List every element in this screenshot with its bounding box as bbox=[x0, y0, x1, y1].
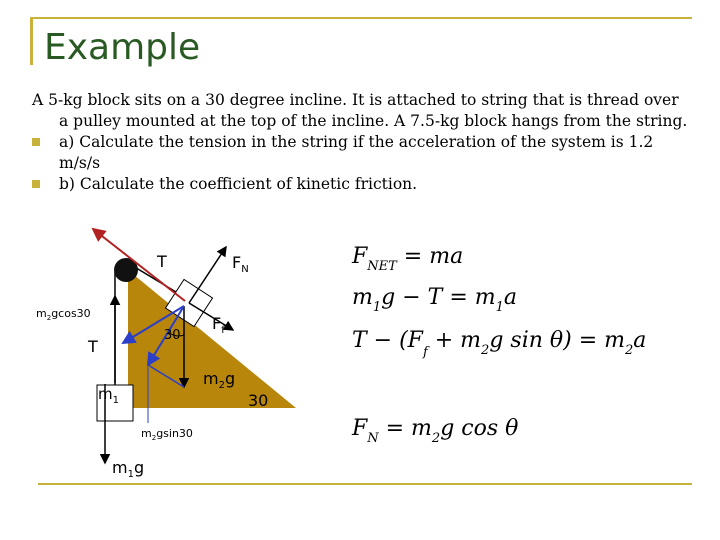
tension-label-top: T bbox=[157, 252, 167, 271]
tension-label-left: T bbox=[88, 337, 98, 356]
incline-angle-label: 30 bbox=[248, 391, 269, 410]
weight-m1-label: $m_1g$ bbox=[112, 458, 145, 480]
equation-hanging-block: $m_1g - T = m_1a$ bbox=[352, 285, 518, 315]
angle-label-upper: 30 bbox=[164, 328, 181, 343]
m2gsin-label: $m_2gsin30$ bbox=[141, 427, 193, 442]
slide-title: Example bbox=[44, 27, 201, 68]
block-m1-label: $m_1$ bbox=[98, 385, 119, 406]
question-a-text: a) Calculate the tension in the string if the acceleration of the system is 1.2 m/s/s bbox=[59, 133, 654, 172]
equation-net-force: $F_{NET}$ = ma bbox=[352, 244, 464, 274]
problem-intro: A 5-kg block sits on a 30 degree incline. It is attached to string that is thread over a pulley mounted at the top of the incline. A 7.5-kg block hangs from the string. bbox=[32, 91, 688, 130]
friction-label: $F_f$ bbox=[212, 314, 225, 336]
normal-force-label: $F_N$ bbox=[232, 253, 249, 275]
equation-incline-block: $T - (F_f + m_2g$ $\sin \theta) = m_2a$ bbox=[352, 328, 647, 360]
weight-m2-label: $m_2g$ bbox=[203, 369, 236, 391]
m2gcos-label: $m_2gcos30$ bbox=[36, 307, 91, 322]
question-b-text: b) Calculate the coefficient of kinetic friction. bbox=[59, 175, 418, 193]
equation-normal-force: $F_N = m_2g$ cos θ bbox=[352, 416, 519, 446]
